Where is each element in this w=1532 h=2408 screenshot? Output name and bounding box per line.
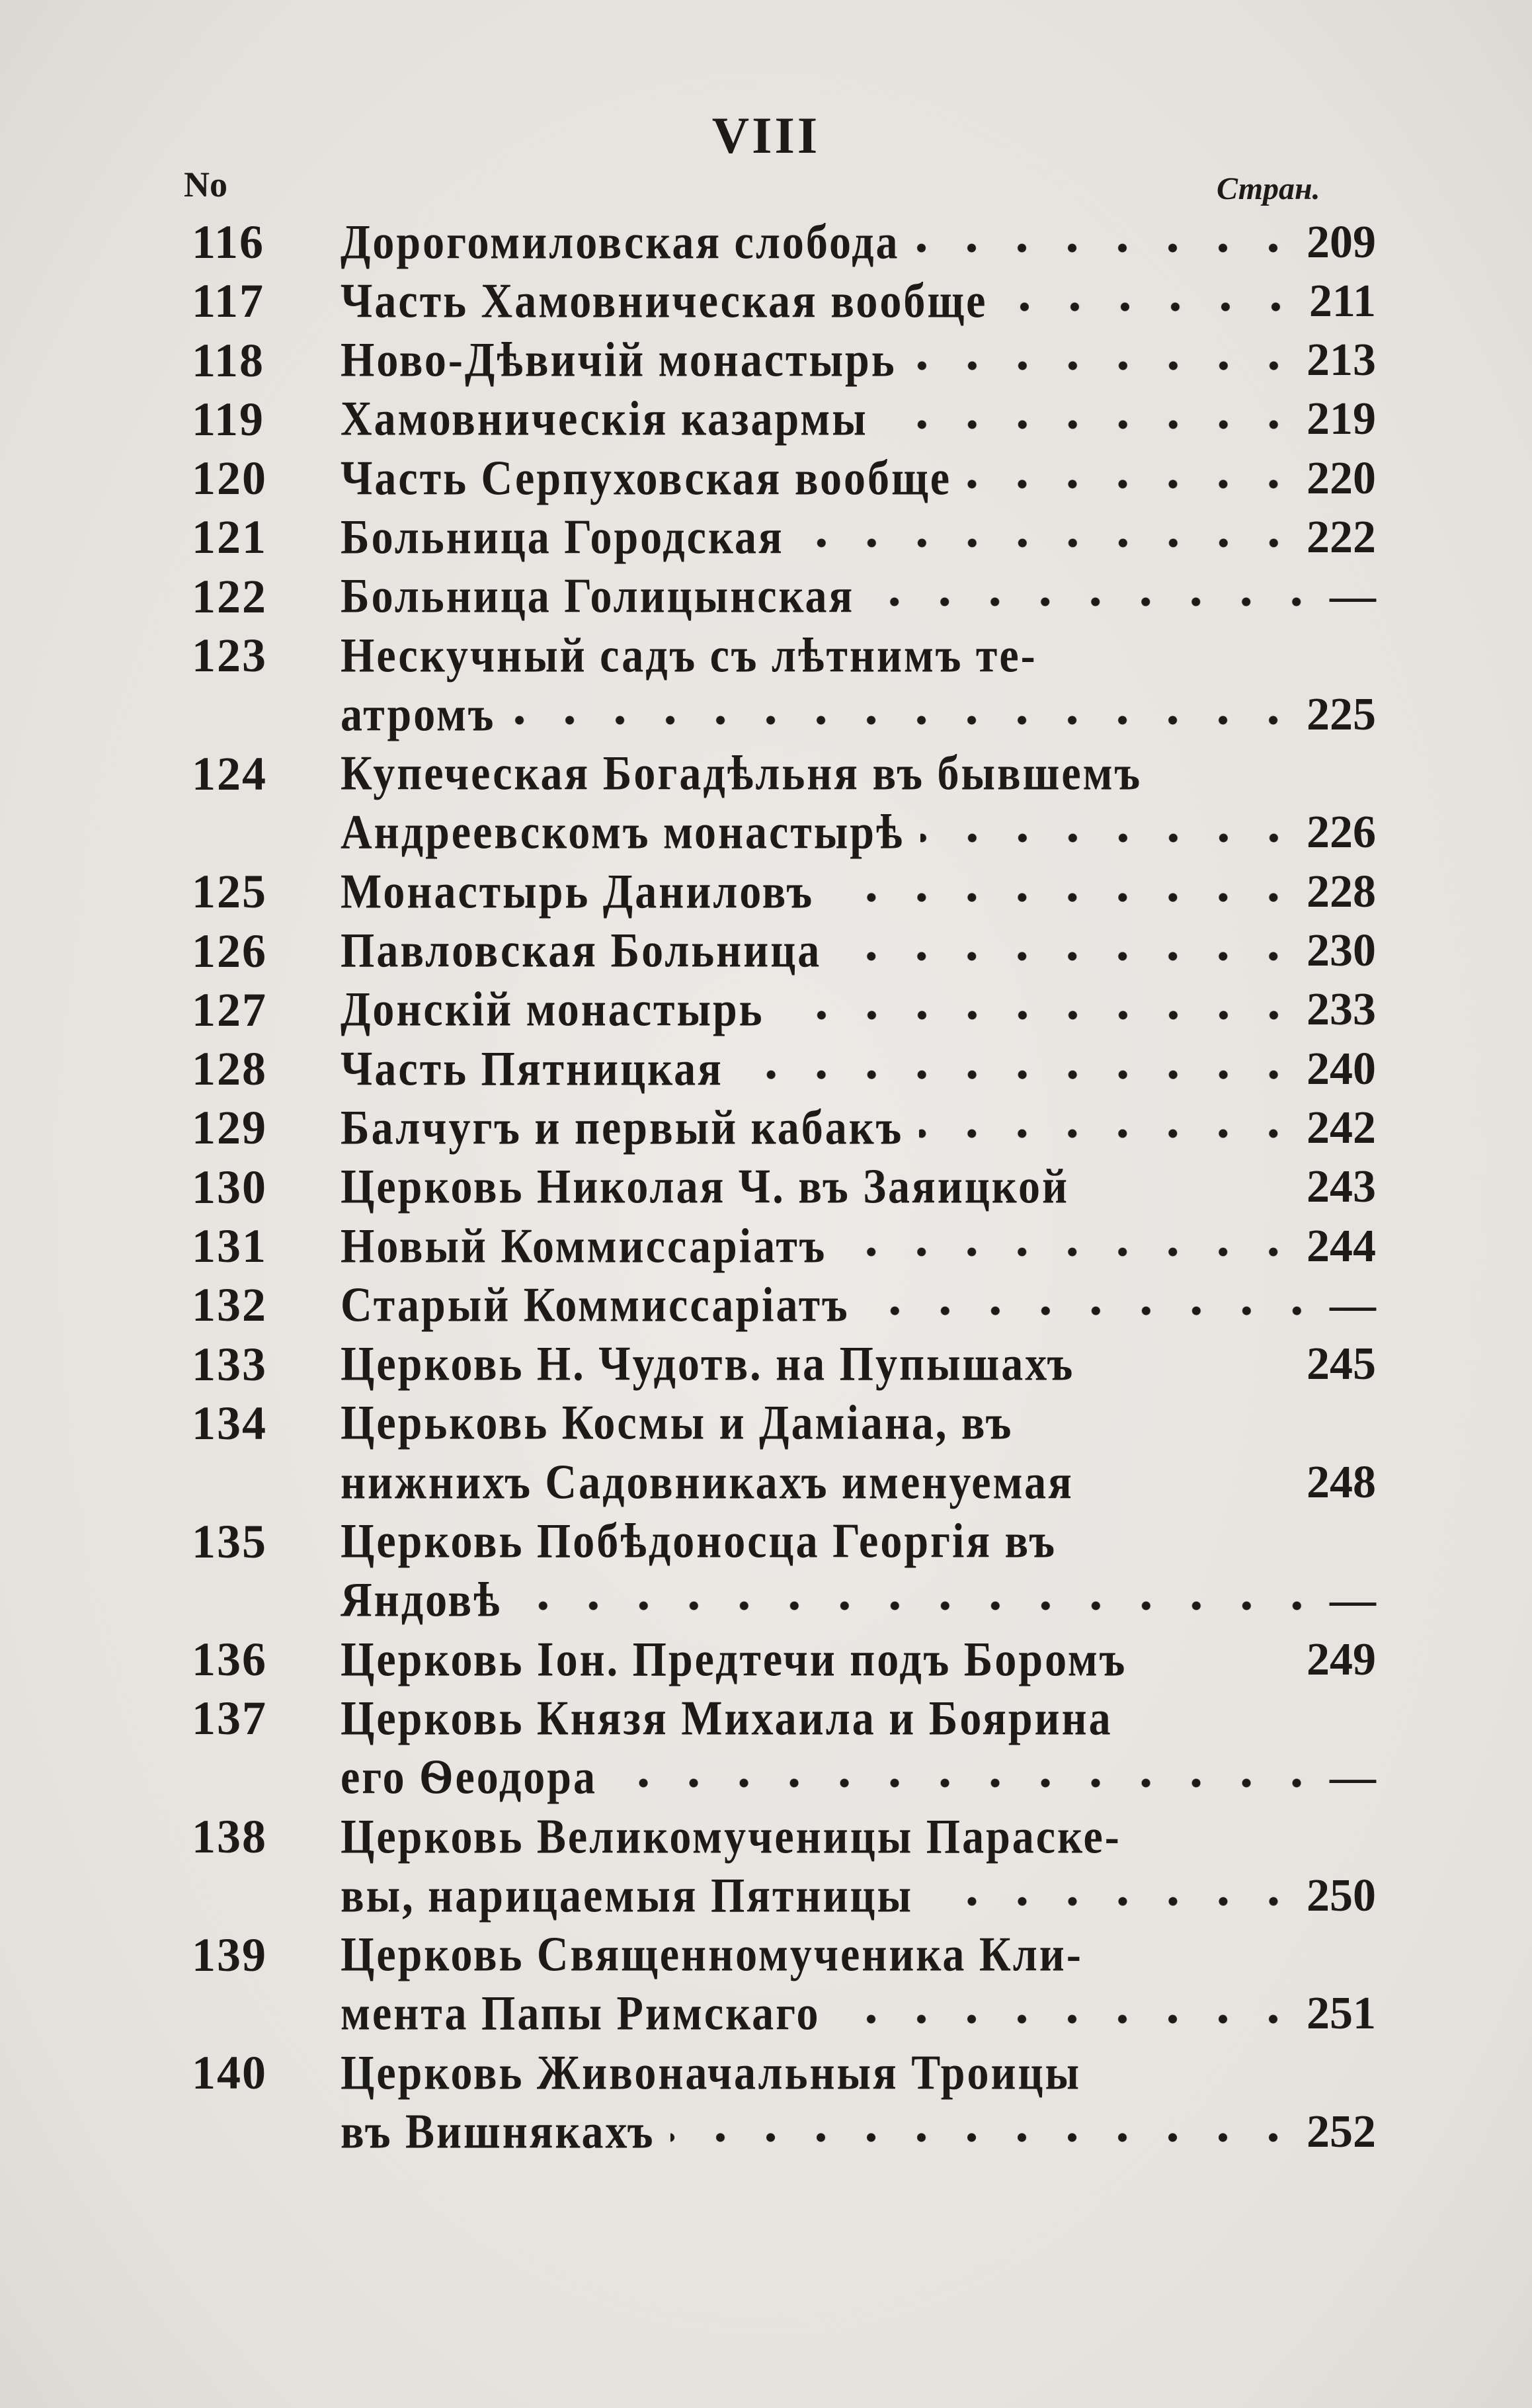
entry-number: 130 xyxy=(192,1160,267,1214)
toc-entry xyxy=(0,2044,1532,2102)
entry-line xyxy=(341,449,1376,508)
entry-line xyxy=(341,1926,1376,1985)
entry-number: 122 xyxy=(192,569,267,623)
dot-leader xyxy=(836,2013,1299,2026)
toc-entry xyxy=(0,1394,1532,1453)
toc-entry xyxy=(0,272,1532,331)
entry-number: 138 xyxy=(192,1810,267,1864)
entry-page: 245 xyxy=(1307,1339,1376,1390)
toc-entry xyxy=(0,1926,1532,1985)
entry-page: 233 xyxy=(1307,984,1376,1036)
entry-title: Новый Коммиссаріатъ xyxy=(341,1219,827,1273)
dot-leader xyxy=(613,1776,1322,1790)
entry-title: Балчугъ и первый кабакъ xyxy=(341,1100,904,1155)
toc-entry xyxy=(0,1040,1532,1099)
entry-title: Дорогомиловская слобода xyxy=(341,215,900,269)
entry-title: Часть Серпуховская вообще xyxy=(341,451,952,506)
entry-page: 248 xyxy=(1307,1456,1376,1508)
entry-number: 119 xyxy=(192,392,265,446)
entry-number: 139 xyxy=(192,1928,267,1981)
entry-line xyxy=(341,2044,1376,2102)
entry-number: 129 xyxy=(192,1101,267,1155)
entry-line xyxy=(341,213,1376,272)
entry-title: Церковь Н. Чудотв. на Пупышахъ xyxy=(341,1337,1075,1391)
entry-title: въ Вишнякахъ xyxy=(341,2104,655,2159)
page-folio: VIII xyxy=(711,106,821,164)
entry-page: — xyxy=(1330,1752,1376,1804)
dot-leader xyxy=(915,241,1299,255)
entry-number: 137 xyxy=(192,1692,267,1745)
toc-entry xyxy=(0,1513,1532,1571)
dot-leader xyxy=(800,536,1299,550)
entry-line xyxy=(341,567,1376,626)
entry-number: 140 xyxy=(192,2046,267,2100)
entry-line xyxy=(341,1040,1376,1099)
toc-entry xyxy=(0,1158,1532,1217)
toc-entry-continuation xyxy=(0,1571,1532,1630)
entry-title: Церковь Священномученика Кли- xyxy=(341,1927,1083,1982)
entry-line xyxy=(341,862,1376,921)
entry-page: 226 xyxy=(1307,807,1376,858)
entry-page: 225 xyxy=(1307,688,1376,740)
table-of-contents xyxy=(0,213,1532,2162)
entry-line xyxy=(341,272,1376,331)
toc-entry-continuation xyxy=(0,1866,1532,1925)
toc-entry xyxy=(0,1217,1532,1276)
entry-page: 242 xyxy=(1307,1102,1376,1153)
toc-entry xyxy=(0,508,1532,567)
entry-line xyxy=(341,804,1376,862)
entry-number: 127 xyxy=(192,983,267,1036)
entry-page: 230 xyxy=(1307,925,1376,977)
entry-page: 249 xyxy=(1307,1634,1376,1685)
toc-entry-continuation xyxy=(0,1985,1532,2044)
entry-title: Больница Голицынская xyxy=(341,569,855,624)
dot-leader xyxy=(919,1127,1299,1140)
entry-line xyxy=(341,626,1376,685)
entry-line xyxy=(341,2103,1376,2162)
dot-leader xyxy=(739,1068,1299,1081)
toc-entry xyxy=(0,1335,1532,1394)
entry-line xyxy=(341,1866,1376,1925)
entry-title: Нескучный садъ съ лѣтнимъ те- xyxy=(341,628,1037,683)
toc-entry xyxy=(0,1689,1532,1748)
entry-title: Монастырь Даниловъ xyxy=(341,864,815,919)
dot-leader xyxy=(912,359,1299,372)
toc-entry xyxy=(0,1807,1532,1866)
entry-title: Ново-Дѣвичій монастырь xyxy=(341,333,897,388)
entry-page: 222 xyxy=(1307,511,1376,563)
entry-number: 135 xyxy=(192,1515,267,1568)
dot-leader xyxy=(780,1009,1299,1022)
dot-leader xyxy=(929,1895,1299,1908)
entry-title: Андреевскомъ монастырѣ xyxy=(341,806,905,860)
entry-title: вы, нарицаемыя Пятницы xyxy=(341,1868,914,1923)
entry-line xyxy=(341,1217,1376,1276)
toc-entry xyxy=(0,1276,1532,1335)
entry-title: Церковь Великомученицы Параске- xyxy=(341,1809,1121,1864)
toc-entry-continuation xyxy=(0,1749,1532,1807)
entry-page: 240 xyxy=(1307,1043,1376,1095)
entry-number: 123 xyxy=(192,629,267,683)
entry-line xyxy=(341,508,1376,567)
entry-number: 121 xyxy=(192,511,267,564)
entry-title: нижнихъ Садовникахъ именуемая xyxy=(341,1455,1074,1510)
dot-leader xyxy=(920,831,1299,845)
entry-line xyxy=(341,981,1376,1040)
entry-number: 124 xyxy=(192,747,267,800)
entry-line xyxy=(341,1630,1376,1689)
entry-number: 116 xyxy=(192,216,265,269)
dot-leader xyxy=(866,1304,1322,1317)
entry-line xyxy=(341,1158,1376,1217)
entry-title: Донскій монастырь xyxy=(341,982,764,1037)
entry-line xyxy=(341,1689,1376,1748)
entry-number: 128 xyxy=(192,1042,267,1096)
toc-entry xyxy=(0,1630,1532,1689)
entry-title: его Ѳеодора xyxy=(341,1750,597,1805)
toc-entry-continuation xyxy=(0,2103,1532,2162)
entry-line xyxy=(341,1276,1376,1335)
entry-page: — xyxy=(1330,1279,1376,1331)
entry-number: 125 xyxy=(192,865,267,919)
entry-title: Часть Пятницкая xyxy=(341,1042,723,1096)
entry-line xyxy=(341,1571,1376,1630)
toc-entry xyxy=(0,567,1532,626)
entry-title: Больница Городская xyxy=(341,510,784,565)
entry-line xyxy=(341,1099,1376,1157)
toc-entry-continuation xyxy=(0,1453,1532,1512)
entry-title: Церковь Побѣдоносца Георгія въ xyxy=(341,1514,1057,1569)
entry-number: 126 xyxy=(192,924,267,977)
toc-entry xyxy=(0,331,1532,390)
entry-number: 134 xyxy=(192,1396,267,1450)
entry-page: 243 xyxy=(1307,1161,1376,1213)
entry-page: — xyxy=(1330,571,1376,622)
toc-entry xyxy=(0,862,1532,921)
entry-number: 131 xyxy=(192,1220,267,1273)
dot-leader xyxy=(518,1599,1322,1612)
entry-line xyxy=(341,1453,1376,1512)
toc-entry xyxy=(0,213,1532,272)
entry-page: 250 xyxy=(1307,1870,1376,1921)
dot-leader xyxy=(870,595,1322,608)
dot-leader xyxy=(842,1245,1299,1259)
entry-line xyxy=(341,1985,1376,2044)
entry-title: атромъ xyxy=(341,687,496,742)
toc-entry xyxy=(0,1099,1532,1157)
entry-line xyxy=(341,745,1376,804)
entry-title: Церковь Живоначальныя Троицы xyxy=(341,2046,1082,2100)
entry-page: 228 xyxy=(1307,866,1376,917)
entry-title: Павловская Больница xyxy=(341,923,822,978)
toc-entry xyxy=(0,626,1532,685)
dot-leader xyxy=(884,418,1299,431)
dot-leader xyxy=(837,950,1299,963)
entry-page: 244 xyxy=(1307,1220,1376,1272)
entry-page: 220 xyxy=(1307,452,1376,504)
entry-page: 251 xyxy=(1307,1988,1376,2040)
toc-entry-continuation xyxy=(0,804,1532,862)
entry-page: — xyxy=(1330,1575,1376,1626)
entry-title: Часть Хамовническая вообще xyxy=(341,274,988,329)
entry-title: Церковь Николая Ч. въ Заяицкой xyxy=(341,1159,1069,1214)
toc-entry xyxy=(0,745,1532,804)
toc-entry xyxy=(0,449,1532,508)
entry-line xyxy=(341,922,1376,981)
entry-number: 120 xyxy=(192,452,267,505)
dot-leader xyxy=(1003,300,1301,313)
entry-number: 118 xyxy=(192,333,265,387)
entry-title: Хамовническія казармы xyxy=(341,392,868,446)
entry-number: 117 xyxy=(192,274,265,328)
entry-line xyxy=(341,1335,1376,1394)
entry-title: Старый Коммиссаріатъ xyxy=(341,1278,850,1333)
page-column-header: Стран. xyxy=(1217,171,1320,206)
entry-title: Церковь Князя Михаила и Боярина xyxy=(341,1691,1113,1746)
toc-entry-continuation xyxy=(0,685,1532,744)
dot-leader xyxy=(511,714,1299,727)
toc-entry xyxy=(0,922,1532,981)
entry-line xyxy=(341,331,1376,390)
entry-number: 132 xyxy=(192,1278,267,1332)
entry-title: Церковь Іон. Предтечи подъ Боромъ xyxy=(341,1632,1127,1686)
entry-title: Яндовѣ xyxy=(341,1573,502,1628)
entry-line xyxy=(341,1807,1376,1866)
entry-line xyxy=(341,390,1376,449)
entry-page: 211 xyxy=(1309,275,1376,327)
dot-leader xyxy=(670,2131,1299,2144)
entry-line xyxy=(341,1513,1376,1571)
dot-leader xyxy=(967,477,1299,491)
entry-page: 209 xyxy=(1307,216,1376,268)
entry-line xyxy=(341,685,1376,744)
entry-title: Купеческая Богадѣльня въ бывшемъ xyxy=(341,746,1143,801)
entry-line xyxy=(341,1749,1376,1807)
entry-title: Церьковь Космы и Даміана, въ xyxy=(341,1395,1014,1450)
entry-line xyxy=(341,1394,1376,1453)
entry-number: 136 xyxy=(192,1633,267,1686)
dot-leader xyxy=(830,891,1299,904)
toc-entry xyxy=(0,981,1532,1040)
entry-page: 213 xyxy=(1307,335,1376,386)
entry-number: 133 xyxy=(192,1337,267,1391)
toc-entry xyxy=(0,390,1532,449)
number-column-header: No xyxy=(184,165,227,204)
entry-page: 219 xyxy=(1307,394,1376,445)
entry-page: 252 xyxy=(1307,2106,1376,2157)
entry-title: мента Папы Римскаго xyxy=(341,1986,821,2041)
